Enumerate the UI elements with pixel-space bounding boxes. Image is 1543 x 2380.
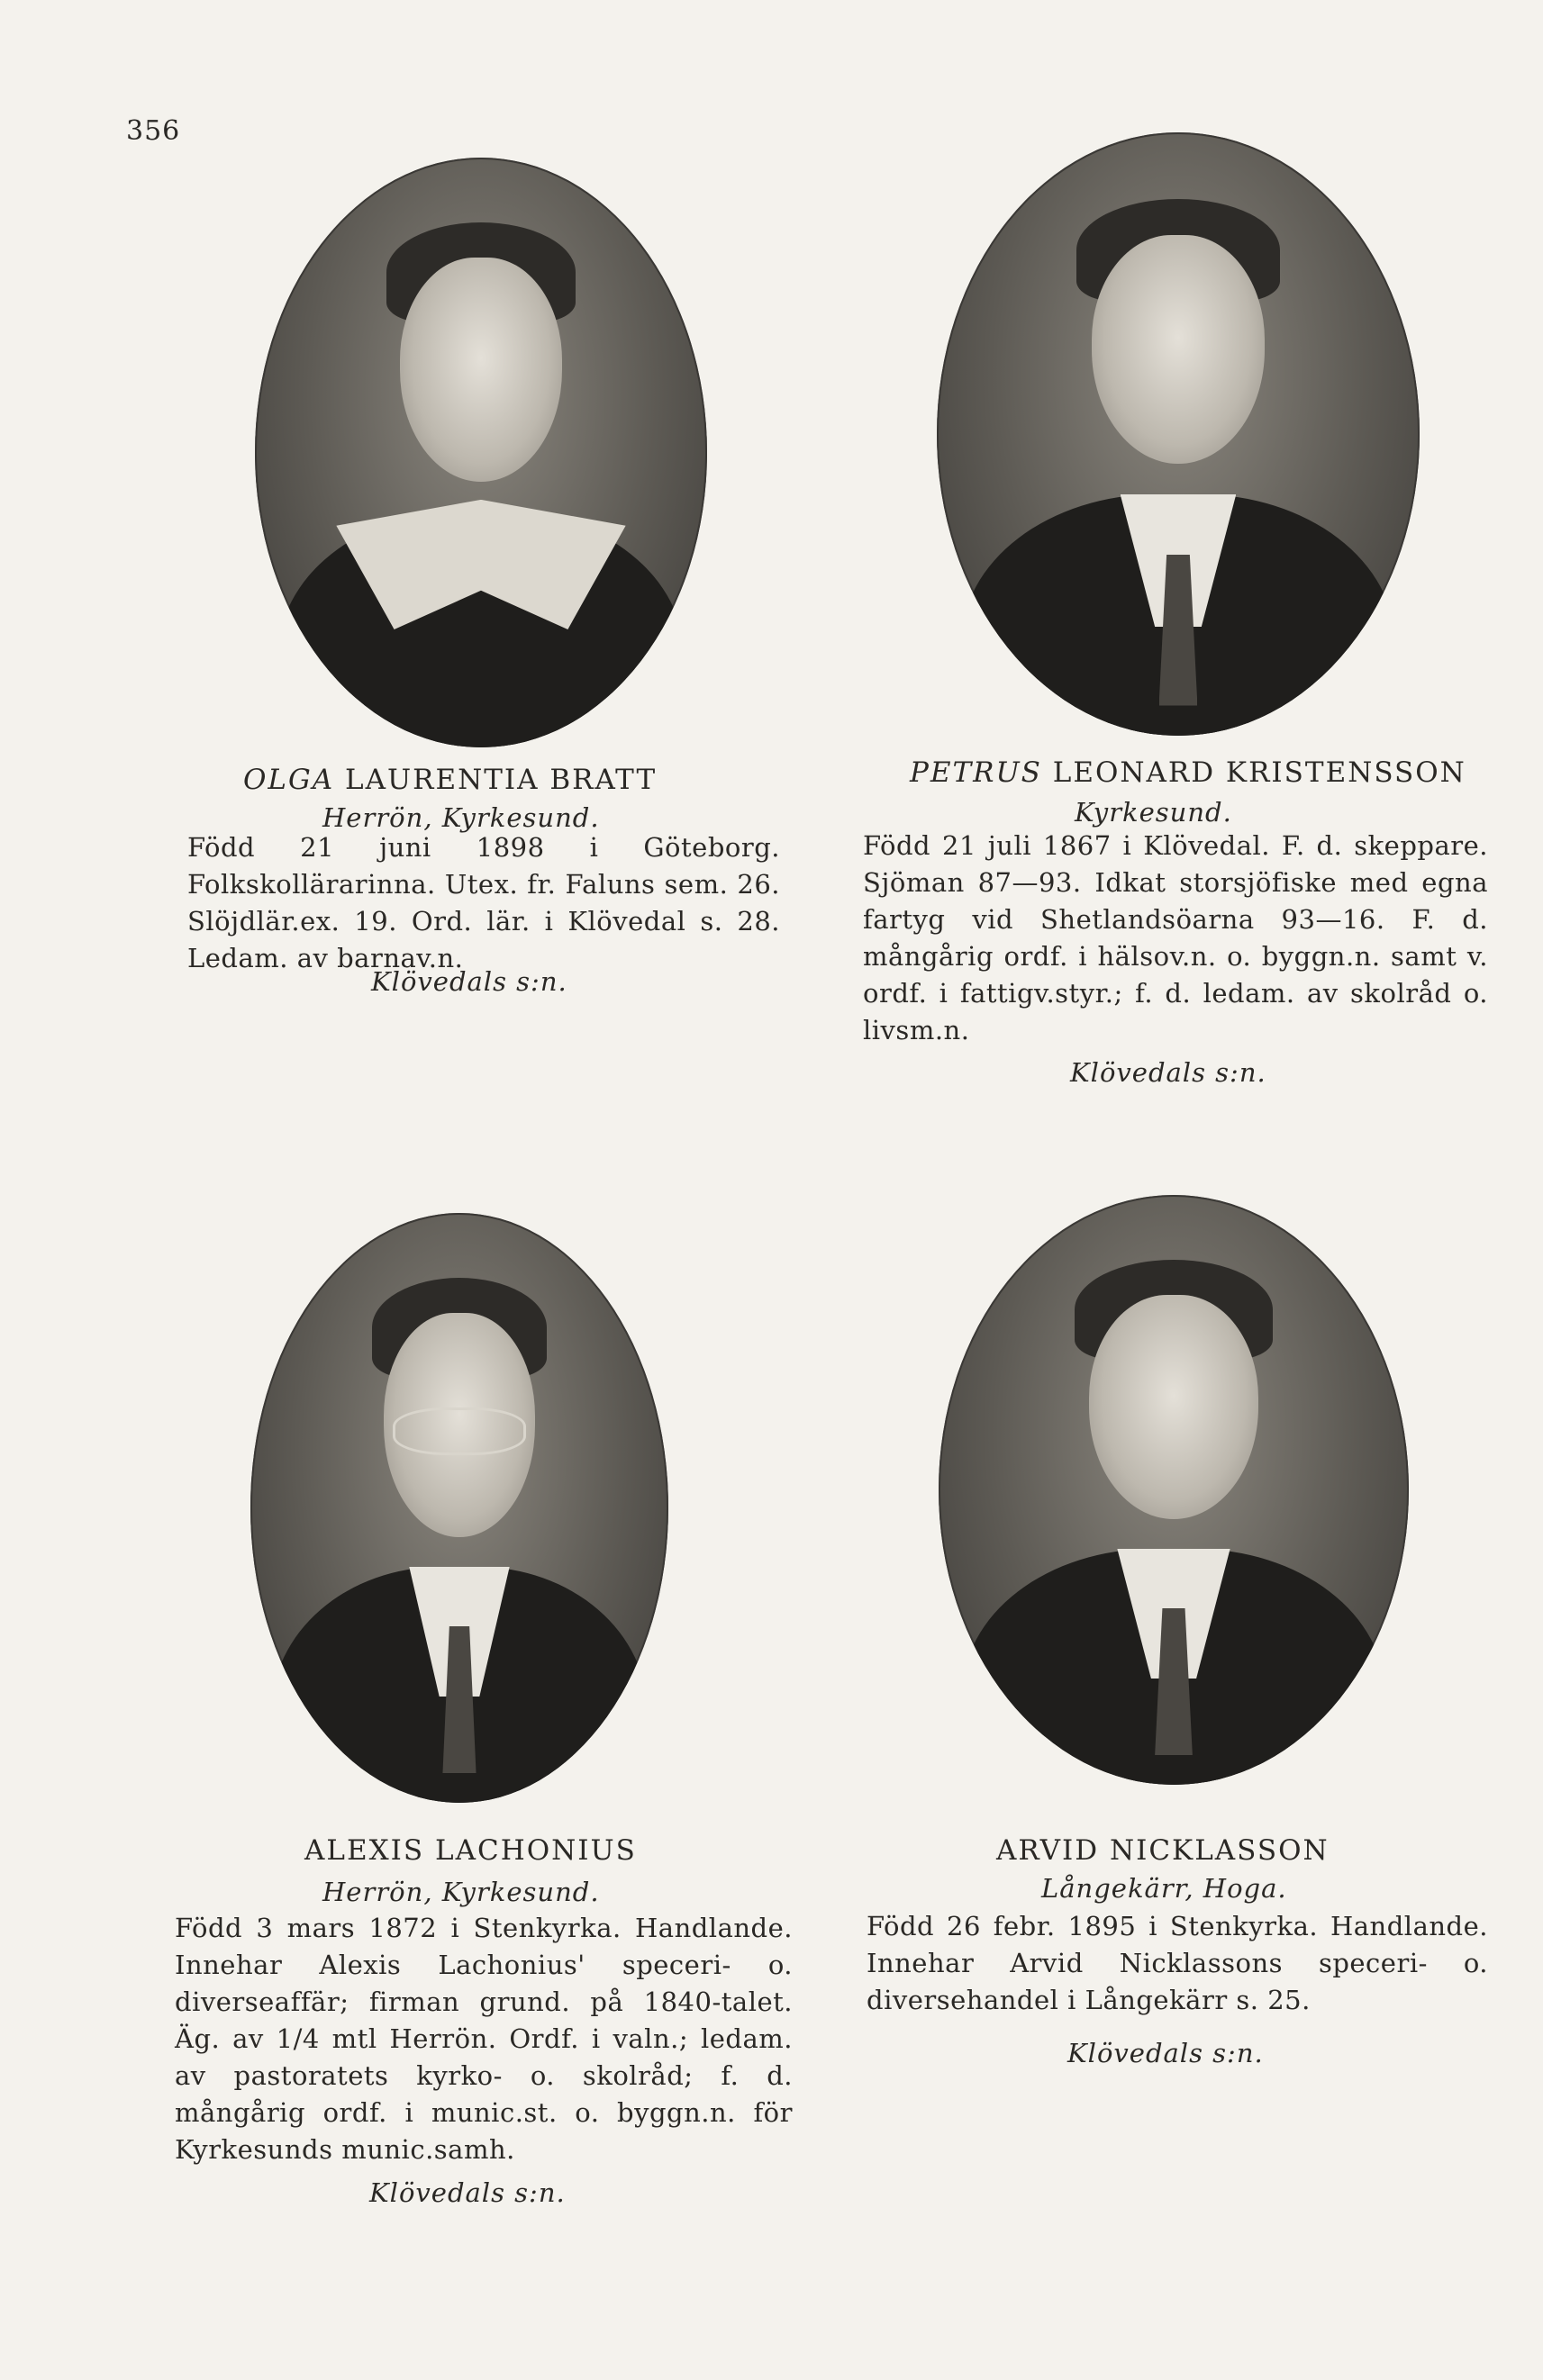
portrait-petrus-kristensson bbox=[937, 132, 1420, 736]
entry-surname: ARVID NICKLASSON bbox=[996, 1834, 1330, 1867]
portrait-face bbox=[400, 258, 563, 482]
entry-surname: LEONARD KRISTENSSON bbox=[1052, 756, 1466, 789]
portrait-alexis-lachonius bbox=[250, 1213, 668, 1803]
entry-place: Kyrkesund. bbox=[1075, 797, 1232, 828]
entry-place: Långekärr, Hoga. bbox=[1041, 1873, 1287, 1904]
entry-bio: Född 21 juli 1867 i Klövedal. F. d. skeppare. Sjöman 87—93. Idkat storsjöfiske med egna fartyg vid Shetlandsöarna 93—16. F. d. mångårig ordf. i hälsov.n. o. byggn.n. samt v. ordf. i fattigv.styr.; f. d. ledam. av skolråd o. livsm.n. bbox=[863, 830, 1488, 1045]
entry-bio: Född 3 mars 1872 i Stenkyrka. Handlande. Innehar Alexis Lachonius' speceri- o. diverseaffär; firman grund. på 1840-talet. Äg. av 1/4 mtl Herrön. Ordf. i valn.; ledam. av pastoratets kyrko- o. skolråd; f. d. mångårig ordf. i munic.st. o. byggn.n. för Kyrkesunds munic.samh. bbox=[175, 1913, 793, 2165]
entry-place: Herrön, Kyrkesund. bbox=[322, 802, 600, 833]
entry-name bbox=[243, 764, 657, 796]
entry-signature: Klövedals s:n. bbox=[1070, 1057, 1266, 1088]
entry-place: Herrön, Kyrkesund. bbox=[322, 1877, 600, 1907]
entry-first-name: OLGA bbox=[243, 764, 335, 796]
portrait-glasses bbox=[393, 1407, 526, 1454]
entry-name bbox=[910, 756, 1466, 789]
entry-bio: Född 21 juni 1898 i Göteborg. Folkskollärarinna. Utex. fr. Faluns sem. 26. Slöjdlär.ex. 19. Ord. lär. i Klövedal s. 28. Ledam. av barnav.n. bbox=[187, 832, 780, 973]
portrait-face bbox=[1089, 1295, 1258, 1519]
entry-bio: Född 26 febr. 1895 i Stenkyrka. Handlande. Innehar Arvid Nicklassons speceri- o. diversehandel i Långekärr s. 25. bbox=[867, 1911, 1488, 2015]
entry-first-name: PETRUS bbox=[910, 756, 1042, 789]
entry-signature: Klövedals s:n. bbox=[371, 966, 567, 997]
entry-name bbox=[996, 1834, 1330, 1867]
entry-surname: LAURENTIA BRATT bbox=[345, 764, 658, 796]
page-number: 356 bbox=[126, 115, 181, 147]
entry-name bbox=[304, 1834, 637, 1867]
portrait-face bbox=[1092, 235, 1266, 465]
entry-signature: Klövedals s:n. bbox=[369, 2177, 566, 2208]
entry-signature: Klövedals s:n. bbox=[1067, 2038, 1264, 2068]
portrait-olga-bratt bbox=[255, 158, 707, 747]
entry-surname: ALEXIS LACHONIUS bbox=[304, 1834, 637, 1867]
portrait-arvid-nicklasson bbox=[939, 1195, 1409, 1785]
